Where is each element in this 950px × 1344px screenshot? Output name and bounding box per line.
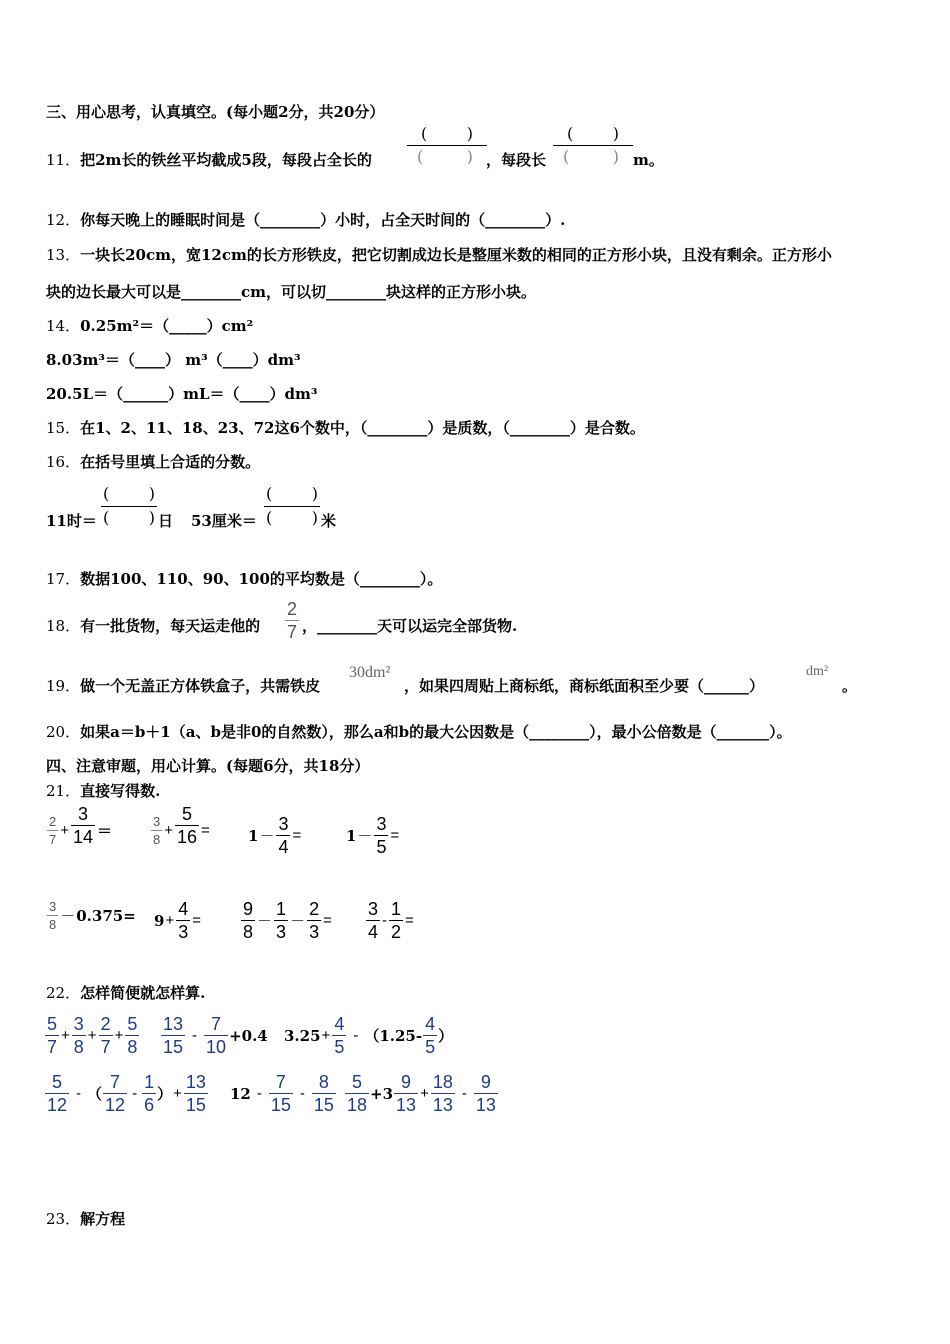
section4-title: 四、注意审题，用心计算。(每题6分，共18分） (46, 757, 370, 775)
q22-expr2: 13 15 - 7 10 +0.4 (163, 1014, 268, 1057)
q17-text: 数据100、110、90、100的平均数是（________）。 (80, 570, 443, 588)
q23 (46, 1209, 125, 1229)
q19-text2: ，如果四周贴上商标纸，商标纸面积至少要（______） (404, 677, 765, 695)
q22-expr4: 5 12 - （ 7 12 - 1 6 ） + $\frac{13}{15}$ (47, 1072, 206, 1115)
q16-a2-unit: 米 (321, 512, 337, 530)
q21-expr1: 2 7 + $\frac{3}{14}$ ＝ (49, 804, 113, 847)
q16 (46, 452, 260, 472)
q13-text1: 一块长20cm，宽12cm的长方形铁皮，把它切割成边长是整厘米数的相同的正方形小块，且没有剩余。正方形小 (80, 246, 832, 264)
q11-text3: m。 (633, 151, 664, 169)
q20-number: 20． (46, 723, 81, 741)
q20 (46, 722, 792, 742)
q22-expr5: 12 - 7 15 - 8 15 (230, 1072, 334, 1115)
q13-number: 13． (46, 246, 81, 264)
q14-line1 (46, 316, 253, 336)
q14-line3: 20.5L＝（______）mL＝（____）dm³ (46, 385, 318, 403)
q11-number: 11． (46, 151, 81, 169)
q16-text: 在括号里填上合适的分数。 (80, 453, 261, 471)
q21-expr8: 3 4 - $\frac{1}{2}$ = (368, 899, 414, 942)
q22 (46, 983, 205, 1003)
q13-line2: 块的边长最大可以是________cm，可以切________块这样的正方形小块。 (46, 283, 537, 301)
q22-number: 22． (46, 984, 81, 1002)
q11-fraction1: ( ) ( ) (407, 124, 487, 166)
q16-number: 16． (46, 453, 81, 471)
q19-unit1: 30dm² (349, 664, 391, 681)
q21-expr7: 9 8 － 1 3 － $\frac{2}{3}$ = (243, 899, 332, 942)
q17 (46, 569, 442, 589)
q15-text: 在1、2、11、18、23、72这6个数中，（________）是质数，（________）是合数。 (80, 419, 645, 437)
q18-number: 18． (46, 617, 81, 635)
q12 (46, 210, 565, 230)
q18 (46, 616, 260, 636)
q21-expr6: 9 + $\frac{4}{3}$ = (154, 899, 201, 942)
q17-number: 17． (46, 570, 81, 588)
q22-expr1: 5 7 + $\frac{3}{8}$ + $\frac{2}{7}$ + $\frac{5}{8}$ (47, 1014, 138, 1057)
q21-expr4: 1 － $\frac{3}{5}$ = (346, 814, 400, 857)
q19-number: 19． (46, 677, 81, 695)
q21-number: 21． (46, 782, 81, 800)
q14-number: 14． (46, 317, 81, 335)
q21-text: 直接写得数. (80, 782, 161, 800)
q11-text2: ，每段长 (486, 151, 547, 169)
q21-expr3: 1 － $\frac{3}{4}$ = (248, 814, 302, 857)
q11 (46, 150, 372, 170)
q23-number: 23． (46, 1210, 81, 1228)
q12-number: 12． (46, 211, 81, 229)
q16-a2-label: 53厘米＝ (191, 512, 257, 530)
q23-text: 解方程 (80, 1210, 126, 1228)
q18-fraction: $\frac{2}{7}$ (287, 599, 298, 642)
q16-a1-label: 11时＝ (46, 512, 97, 530)
section3-title: 三、用心思考，认真填空。(每小题2分，共20分） (46, 103, 385, 121)
q13-line1 (46, 245, 832, 265)
q21 (46, 781, 160, 801)
q19-text3: 。 (842, 677, 858, 695)
q16-fraction2: ( ) ( ) (266, 484, 318, 527)
q14-line2: 8.03m³＝（____） m³（____）dm³ (46, 351, 301, 369)
q15-number: 15． (46, 419, 81, 437)
q18-text1: 有一批货物，每天运走他的 (80, 617, 261, 635)
q19 (46, 676, 320, 696)
q15 (46, 418, 645, 438)
q22-expr3: 3.25 + $\frac{4}{5}$ - （1.25- 4 5 ） (284, 1014, 454, 1057)
q12-text: 你每天晚上的睡眠时间是（________）小时，占全天时间的（________）. (80, 211, 566, 229)
q21-expr5: 3 8 － 0.375 = (49, 899, 136, 932)
q20-text: 如果a＝b＋1（a、b是非0的自然数），那么a和b的最大公因数是（________），最小公倍数是（_______）。 (80, 723, 792, 741)
q14-text1: 0.25m²＝（_____）cm² (80, 317, 254, 335)
q11-text1: 把2m长的铁丝平均截成5段，每段占全长的 (80, 151, 372, 169)
q11-fraction2: ( ) ( ) (553, 124, 633, 166)
q19-text1: 做一个无盖正方体铁盒子，共需铁皮 (80, 677, 321, 695)
q22-expr6: 5 18 +3 9 13 + $\frac{18}{13}$ - 9 13 (347, 1072, 496, 1115)
q21-expr2: 3 8 + $\frac{5}{16}$ = (153, 804, 210, 847)
q16-a1-unit: 日 (158, 512, 174, 530)
q22-text: 怎样简便就怎样算. (80, 984, 206, 1002)
q19-unit2: dm² (806, 664, 829, 679)
q18-text2: ，________天可以运完全部货物. (302, 617, 518, 635)
q16-fraction1: ( ) ( ) (103, 484, 155, 527)
